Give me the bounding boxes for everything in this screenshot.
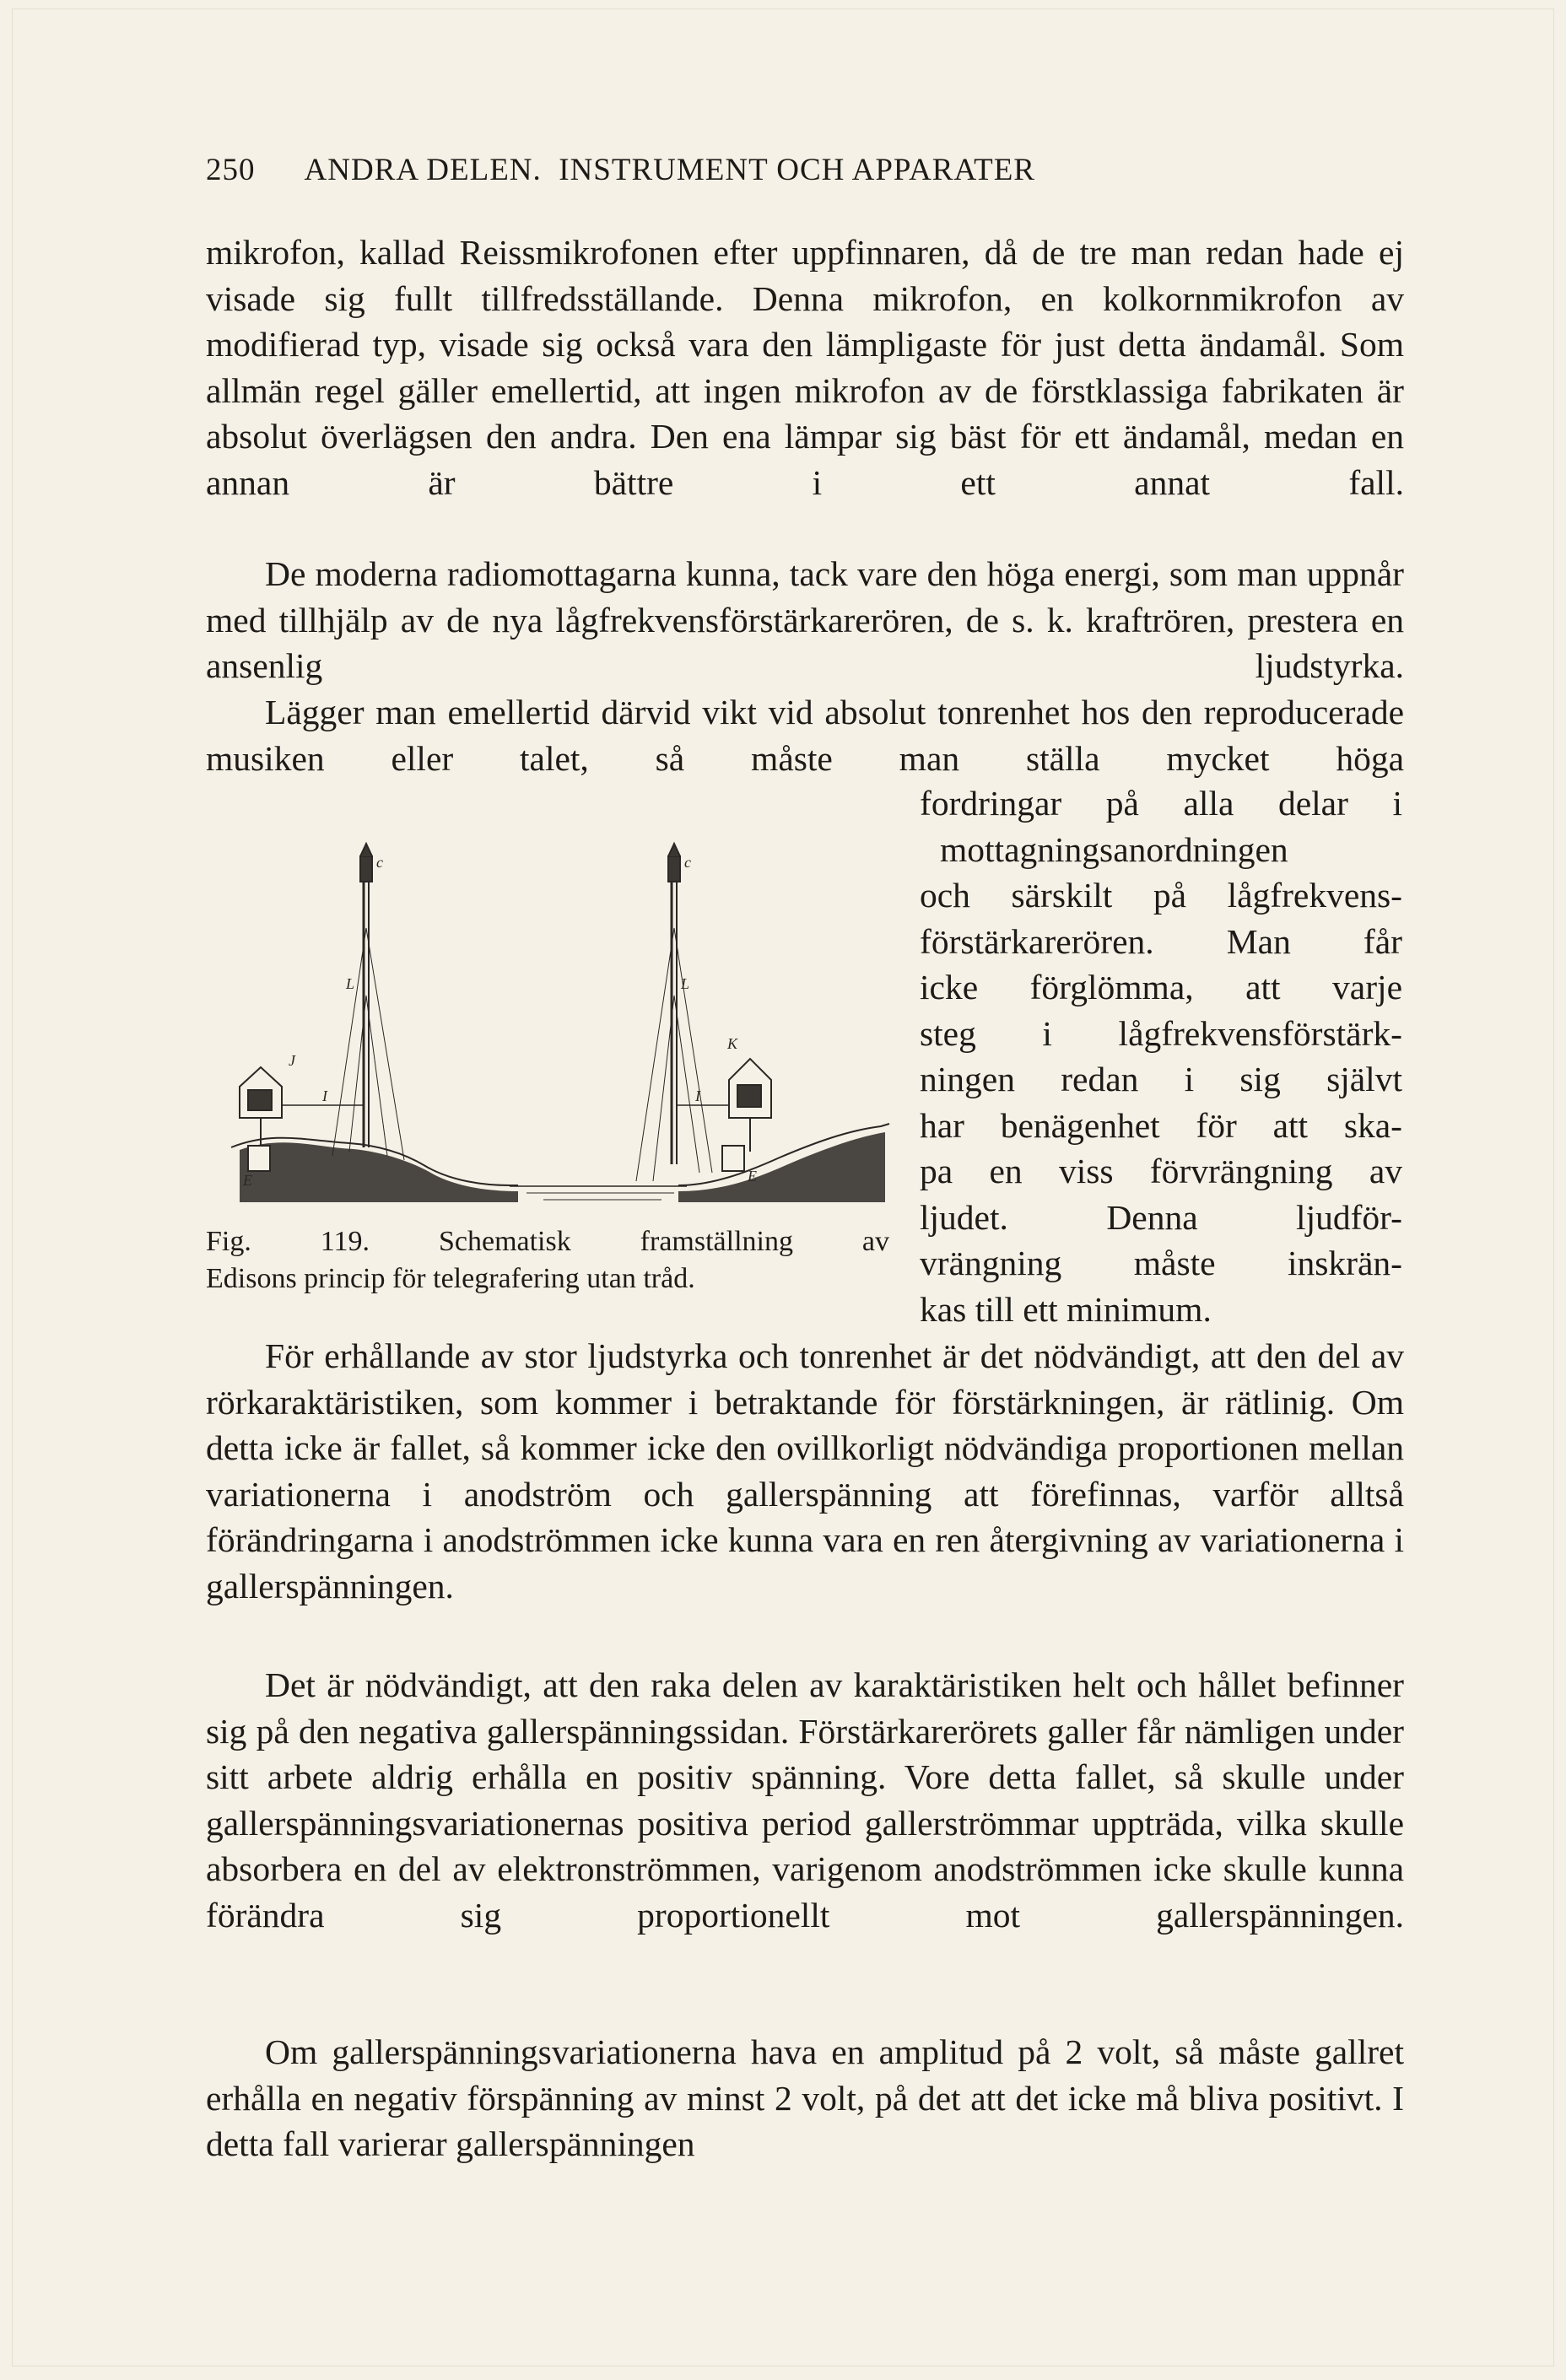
wrap-line: ningen redan i sig självt [920,1060,1402,1098]
caption-line-1: Fig. 119. Schematisk framställning av [206,1226,889,1257]
label-e-left: E [243,1172,252,1189]
ground-left-fill [240,1142,518,1202]
running-header [206,152,1387,188]
label-j-left: J [289,1052,295,1069]
label-l-left: L [346,975,355,992]
left-capacitor [360,856,372,882]
paragraph-tonrenhet-start: Lägger man emellertid därvid vikt vid absolut tonrenhet hos den reproducerade musiken eller talet, så måste man ställa mycket höga [206,693,1404,778]
wrap-line: mottagningsanordningen [940,829,1288,869]
wrap-line: har benägenhet för att ska- [920,1105,1402,1145]
label-l-right: L [681,975,690,992]
paragraph-amplitud: Om gallerspänningsvariationerna hava en amplitud på 2 volt, så måste gallret erhålla en negativ förspänning av minst 2 volt, på det att det icke må bliva positivt. I detta fall varierar gallerspänningen [206,2032,1404,2163]
left-earth-plate [248,1146,270,1171]
wrap-line: vrängning måste inskrän- [920,1244,1402,1282]
wrap-line: förstärkarerören. Man får [920,921,1402,961]
label-k-right: K [727,1035,738,1052]
paragraph-reissmikrofon: mikrofon, kallad Reissmikrofonen efter uppfinnaren, då de tre man redan hade ej visade sig fullt tillfredsställande. Denna mikrofon, en kolkornmikrofon av modifierad typ, visade sig också vara den lämpligaste för just detta ändamål. Som allmän regel gäller emellertid, att ingen mikrofon av de förstklassiga fabrikaten är absolut överlägsen den andra. Den ena lämpar sig bäst för ett ändamål, medan en annan är bättre i ett annat fall. [206,233,1404,502]
ground-right-fill [678,1132,885,1202]
wrap-line: pa en viss förvrängning av [920,1152,1402,1190]
label-c-right: c [684,854,691,871]
paragraph-negativa-gallerspanning: Det är nödvändigt, att den raka delen av karaktäristiken helt och hållet befinner sig på den negativa gallerspänningssidan. Förstärkarerörets galler får nämligen under sitt arbete aldrig erhålla en positiv spänning. Vore detta fallet, så skulle under gallerspänningsvariationernas positiva period gallerströmmar uppträda, vilka skulle absorbera en del av elektronströmmen, varigenom anodströmmen icke skulle kunna förändra sig proportionellt mot gallerspänningen. [206,1665,1404,1935]
caption-line-2: Edisons princip för telegrafering utan tråd. [206,1263,695,1294]
figure-119-diagram [206,827,906,1223]
figure-caption [206,1223,889,1298]
wrap-line: steg i lågfrekvensförstärk- [920,1013,1402,1053]
page-number: 250 [206,153,256,187]
wrap-line: och särskilt på lågfrekvens- [920,876,1402,915]
paragraph-radiomottagare: De moderna radiomottagarna kunna, tack vare den höga energi, som man uppnår med tillhjälp av de nya lågfrekvensförstärkarerören, de s. k. kraftrören, prestera en ansenlig ljudstyrka. [206,554,1404,685]
wrap-line: ljudet. Denna ljudför- [920,1197,1402,1237]
wrap-line: kas till ett minimum. [920,1289,1212,1329]
label-i-left: I [322,1087,327,1104]
label-e-right: E [748,1168,757,1185]
label-c-left: c [376,854,383,871]
label-i-right: I [695,1087,700,1104]
right-earth-plate [722,1146,744,1171]
wrapped-text-column [920,780,1402,1332]
right-capacitor [668,856,680,882]
wrap-line: fordringar på alla delar i [920,784,1402,823]
paragraph-rorkarakteristik: För erhållande av stor ljudstyrka och tonrenhet är det nödvändigt, att den del av rörkaraktäristiken, som kommer i betraktande för förstärkningen, är rätlinig. Om detta icke är fallet, så kommer icke den ovillkorligt nödvändiga proportionen mellan variationerna i anodström och gallerspänning att förefinnas, varför alltså förändringarna i anodströmmen icke kunna vara en ren återgivning av variationerna i gallerspänningen. [206,1336,1404,1606]
wrap-line: icke förglömma, att varje [920,968,1402,1007]
running-title: ANDRA DELEN. INSTRUMENT OCH APPARATER [304,153,1035,187]
